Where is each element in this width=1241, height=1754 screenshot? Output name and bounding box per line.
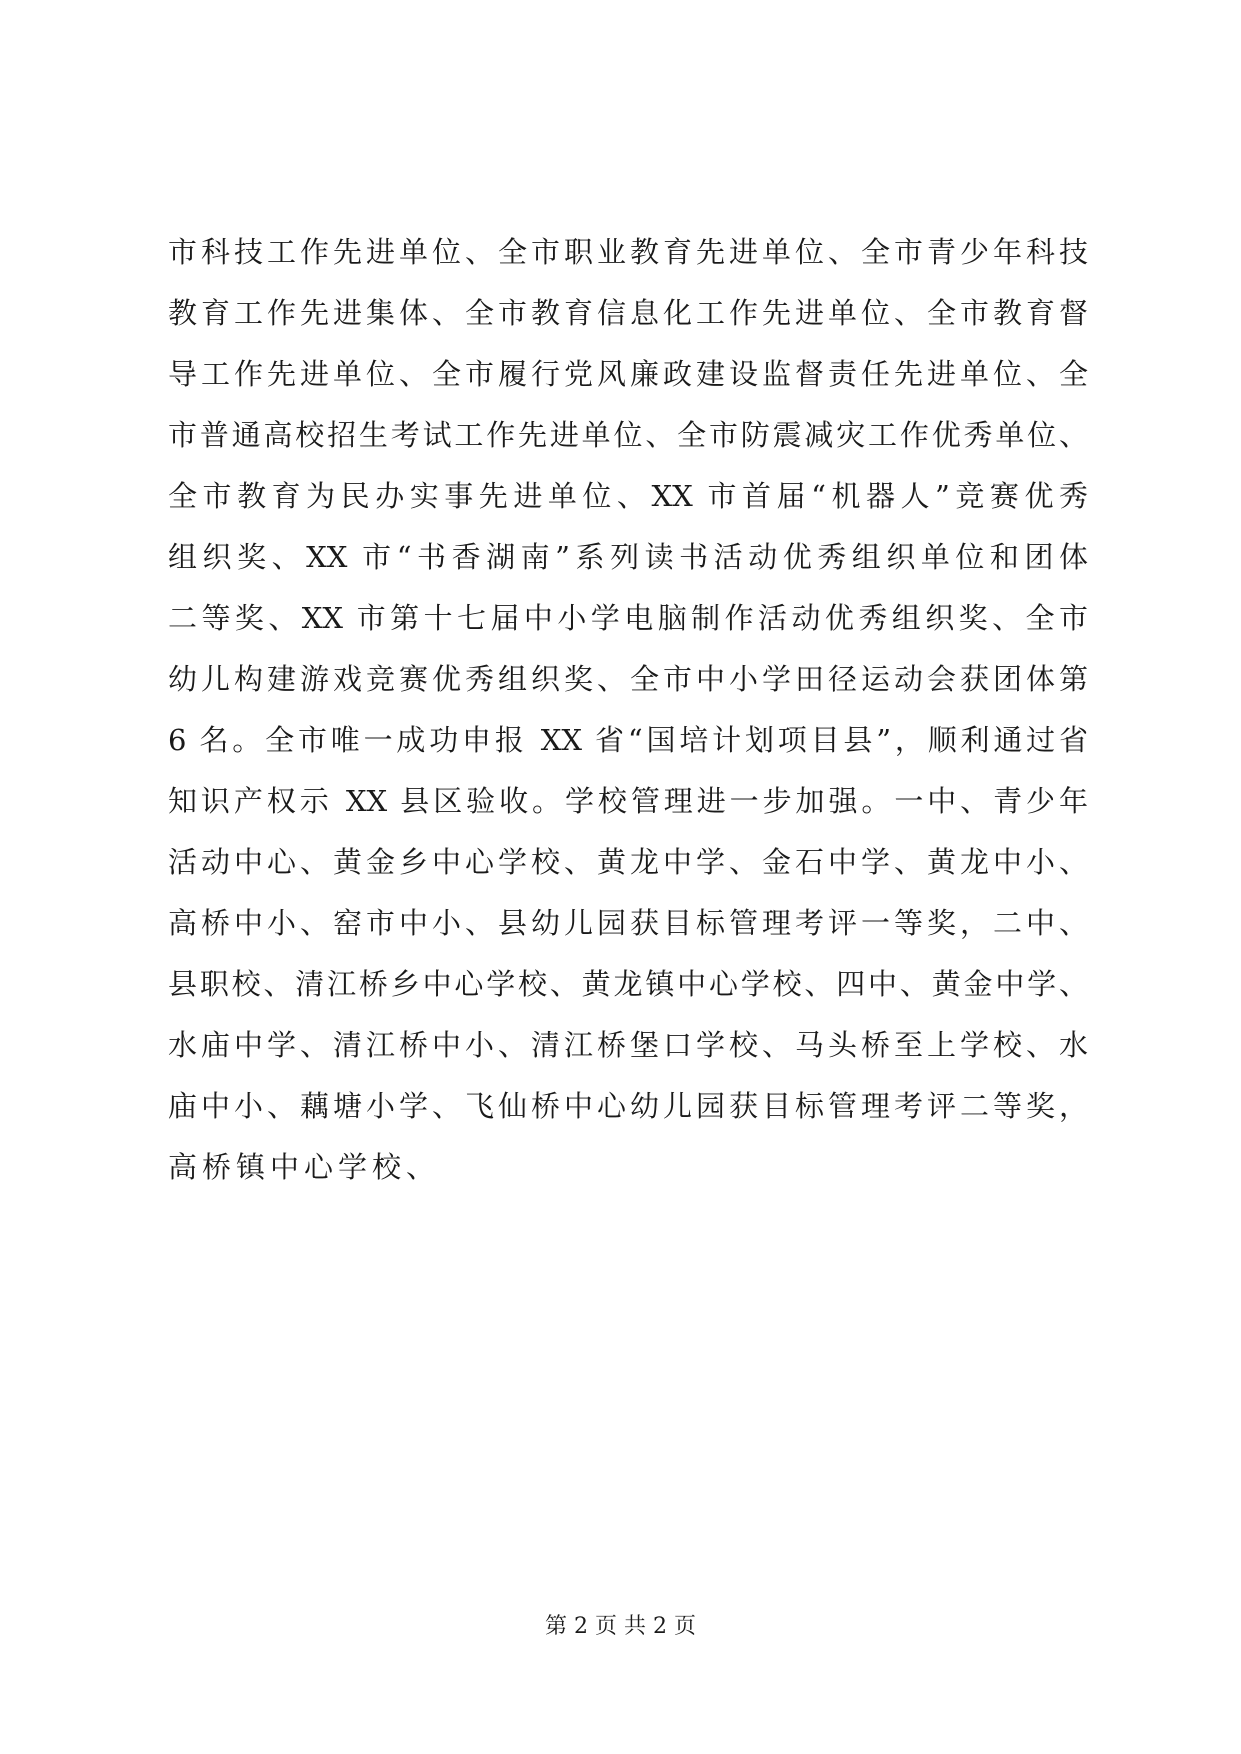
text-line: 活动中心、黄金乡中心学校、黄龙中学、金石中学、黄龙中小、 [168,845,1088,879]
text-line: 知识产权示 XX 县区验收。学校管理进一步加强。一中、青少年 [168,784,1088,818]
text-line: 市普通高校招生考试工作先进单位、全市防震减灾工作优秀单位、 [168,418,1088,452]
text-line: 水庙中学、清江桥中小、清江桥堡口学校、马头桥至上学校、水 [168,1028,1088,1062]
text-line: 6 名。全市唯一成功申报 XX 省“国培计划项目县”，顺利通过省 [168,723,1088,757]
text-line: 幼儿构建游戏竞赛优秀组织奖、全市中小学田径运动会获团体第 [168,662,1088,696]
text-line: 教育工作先进集体、全市教育信息化工作先进单位、全市教育督 [168,296,1088,330]
text-line: 高桥中小、窑市中小、县幼儿园获目标管理考评一等奖，二中、 [168,906,1088,940]
page-number-footer: 第 2 页 共 2 页 [545,1614,696,1639]
text-line: 导工作先进单位、全市履行党风廉政建设监督责任先进单位、全 [168,357,1088,391]
text-line: 二等奖、XX 市第十七届中小学电脑制作活动优秀组织奖、全市 [168,601,1088,635]
text-line: 县职校、清江桥乡中心学校、黄龙镇中心学校、四中、黄金中学、 [168,967,1088,1001]
text-line: 组织奖、XX 市“书香湖南”系列读书活动优秀组织单位和团体 [168,540,1088,574]
text-line: 全市教育为民办实事先进单位、XX 市首届“机器人”竞赛优秀 [168,479,1088,513]
text-line: 市科技工作先进单位、全市职业教育先进单位、全市青少年科技 [168,235,1088,269]
text-line: 高桥镇中心学校、 [168,1150,441,1184]
text-line: 庙中小、藕塘小学、飞仙桥中心幼儿园获目标管理考评二等奖， [168,1089,1088,1123]
